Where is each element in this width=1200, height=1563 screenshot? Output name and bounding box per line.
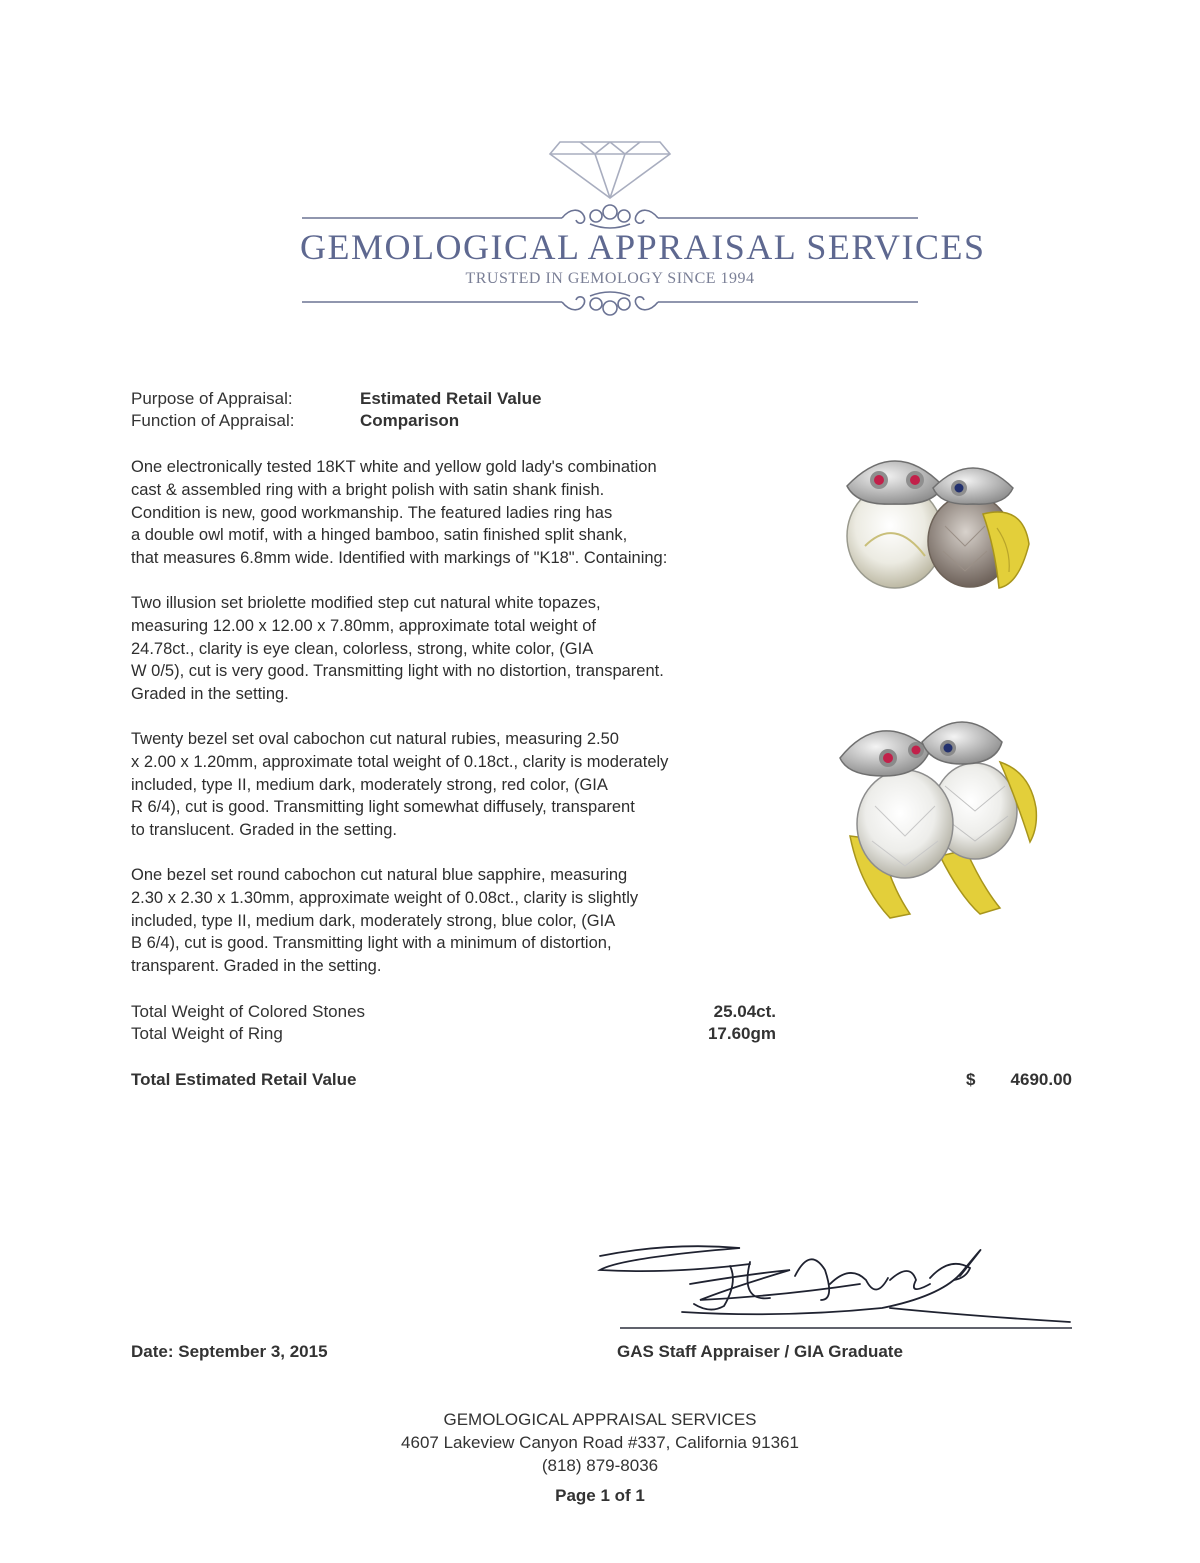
diamond-icon [550,142,670,198]
retail-value: 4690.00 [1010,1070,1072,1089]
purpose-label: Purpose of Appraisal: [131,389,293,408]
stone-line: x 2.00 x 1.20mm, approximate total weight of 0.18ct., clarity is moderately [131,752,669,771]
description-line: that measures 6.8mm wide. Identified with markings of "K18". Containing: [131,549,668,568]
function-label: Function of Appraisal: [131,411,295,430]
function-value: Comparison [360,411,460,430]
logo-company-name: GEMOLOGICAL APPRAISAL SERVICES [300,227,986,267]
retail-value-label: Total Estimated Retail Value [131,1070,357,1089]
total-colored-value: 25.04ct. [713,1002,776,1021]
stone-line: W 0/5), cut is very good. Transmitting light with no distortion, transparent. [131,662,664,681]
stone-line: 2.30 x 2.30 x 1.30mm, approximate weight of 0.08ct., clarity is slightly [131,888,639,907]
description-line: One electronically tested 18KT white and yellow gold lady's combination [131,458,657,476]
page-number: Page 1 of 1 [555,1486,645,1505]
sapphire-description [131,864,638,978]
stone-line: to translucent. Graded in the setting. [131,821,397,840]
ornament-divider-bottom [302,292,918,315]
description-line: cast & assembled ring with a bright polish with satin shank finish. [131,480,605,499]
stone-line: 24.78ct., clarity is eye clean, colorless, strong, white color, (GIA [131,639,594,658]
logo-tagline: TRUSTED IN GEMOLOGY SINCE 1994 [465,270,755,287]
stone-line: included, type II, medium dark, moderately strong, red color, (GIA [131,775,608,794]
description-line: Condition is new, good workmanship. The featured ladies ring has [131,503,613,522]
ruby-description [131,728,668,842]
footer-phone: (818) 879-8036 [541,1456,659,1475]
ring-photo-top [825,436,1045,606]
stone-line: R 6/4), cut is good. Transmitting light somewhat diffusely, transparent [131,798,635,817]
stone-line: measuring 12.00 x 12.00 x 7.80mm, approximate total weight of [131,616,597,635]
appraiser-title: GAS Staff Appraiser / GIA Graduate [617,1342,903,1361]
total-ring-label: Total Weight of Ring [131,1024,283,1043]
stone-line: included, type II, medium dark, moderately strong, blue color, (GIA [131,911,616,930]
stone-line: Two illusion set briolette modified step cut natural white topazes, [131,594,601,612]
stone-line: Graded in the setting. [131,685,289,704]
purpose-value: Estimated Retail Value [360,389,542,408]
ring-photo-bottom [820,706,1050,922]
stone-line: One bezel set round cabochon cut natural blue sapphire, measuring [131,866,628,884]
stone-line: transparent. Graded in the setting. [131,957,382,976]
ring-description [131,456,667,570]
footer-address: 4607 Lakeview Canyon Road #337, California 91361 [401,1433,799,1452]
appraisal-date: Date: September 3, 2015 [131,1342,328,1361]
total-colored-label: Total Weight of Colored Stones [131,1002,366,1021]
footer-company: GEMOLOGICAL APPRAISAL SERVICES [443,1410,757,1429]
stone-line: Twenty bezel set oval cabochon cut natural rubies, measuring 2.50 [131,730,619,748]
appraiser-signature [590,1236,1080,1336]
retail-currency: $ [966,1070,976,1089]
ornament-divider-top [302,205,918,228]
description-line: a double owl motif, with a hinged bamboo, satin finished split shank, [131,526,628,545]
topaz-description [131,592,664,706]
total-ring-value: 17.60gm [707,1024,776,1043]
stone-line: B 6/4), cut is good. Transmitting light with a minimum of distortion, [131,934,612,953]
